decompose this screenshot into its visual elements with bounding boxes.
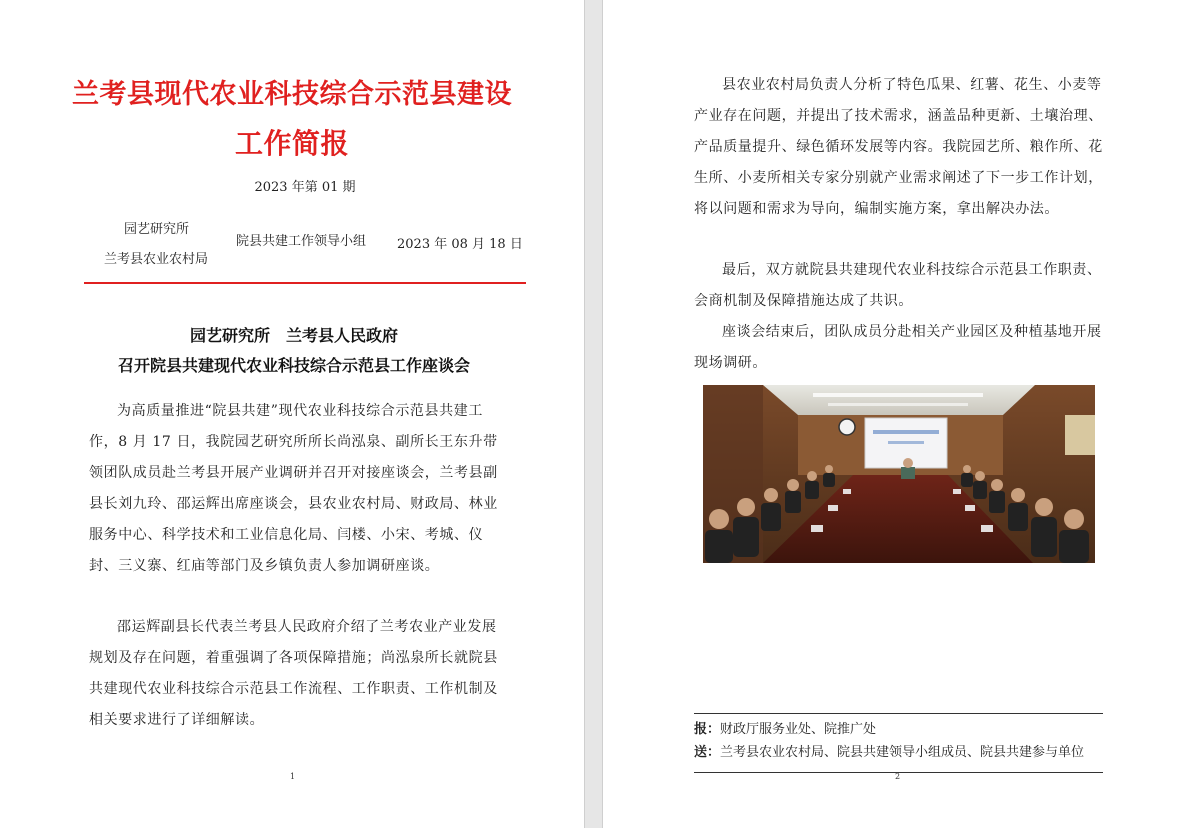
meeting-photo (703, 385, 1095, 563)
send-to-line (694, 741, 1084, 760)
article-heading-1: 园艺研究所 兰考县人民政府 (189, 326, 398, 345)
report-recipients: 财政厅服务业处、院推广处 (720, 722, 877, 737)
page-gutter (584, 0, 603, 828)
issue-number: 2023 年第 01 期 (254, 180, 356, 195)
paragraph (89, 396, 501, 582)
send-label: 送： (694, 745, 721, 760)
paragraph (694, 255, 1104, 317)
paragraph-text: 县农业农村局负责人分析了特色瓜果、红薯、花生、小麦等产业存在问题，并提出了技术需求，涵盖品种更新、土壤治理、产品质量提升、绿色循环发展等内容。我院园艺所、粮作所、花生所、小麦所相关专家分别就产业需求阐述了下一步工作计划，将以问题和需求为导向，编制实施方案，拿出解决办法。 (694, 77, 1103, 217)
bulletin-title: 兰考县现代农业科技综合示范县建设 (72, 79, 512, 110)
paragraph (694, 70, 1104, 225)
paragraph-text: 为高质量推进“院县共建”现代农业科技综合示范县共建工作，8 月 17 日，我院园艺研究所所长尚泓泉、副所长王东升带领团队成员赴兰考县开展产业调研并召开对接座谈会，兰考县副县长刘九玲、邵运辉出席座谈会，县农业农村局、财政局、林业服务中心、科学技术和工业信息化局、闫楼、小宋、考城、仪封、三义寨、红庙等部门及乡镇负责人参加调研座谈。 (89, 403, 498, 574)
send-recipients: 兰考县农业农村局、院县共建领导小组成员、院县共建参与单位 (720, 745, 1085, 760)
issuer-group: 院县共建工作领导小组 (236, 234, 367, 249)
page-number: 1 (290, 772, 296, 781)
paragraph (89, 612, 501, 736)
distribution-top-rule (694, 713, 1103, 714)
paragraph (694, 317, 1104, 379)
report-label: 报： (694, 722, 721, 737)
issuer-org-1: 园艺研究所 (124, 222, 190, 237)
bulletin-subtitle: 工作简报 (234, 127, 349, 160)
report-to-line (694, 718, 876, 737)
paragraph-text: 邵运辉副县长代表兰考县人民政府介绍了兰考农业产业发展规划及存在问题，着重强调了各项保障措施；尚泓泉所长就院县共建现代农业科技综合示范县工作流程、工作职责、工作机制及相关要求进行了详细解读。 (89, 619, 498, 728)
paragraph-text: 座谈会结束后，团队成员分赴相关产业园区及种植基地开展现场调研。 (694, 324, 1102, 371)
article-heading-2: 召开院县共建现代农业科技综合示范县工作座谈会 (117, 356, 470, 375)
red-divider (84, 282, 526, 284)
page-number: 2 (895, 772, 901, 781)
issuer-org-2: 兰考县农业农村局 (104, 252, 209, 267)
issue-date: 2023 年 08 月 18 日 (397, 237, 523, 252)
paragraph-text: 最后，双方就院县共建现代农业科技综合示范县工作职责、会商机制及保障措施达成了共识。 (694, 262, 1102, 309)
